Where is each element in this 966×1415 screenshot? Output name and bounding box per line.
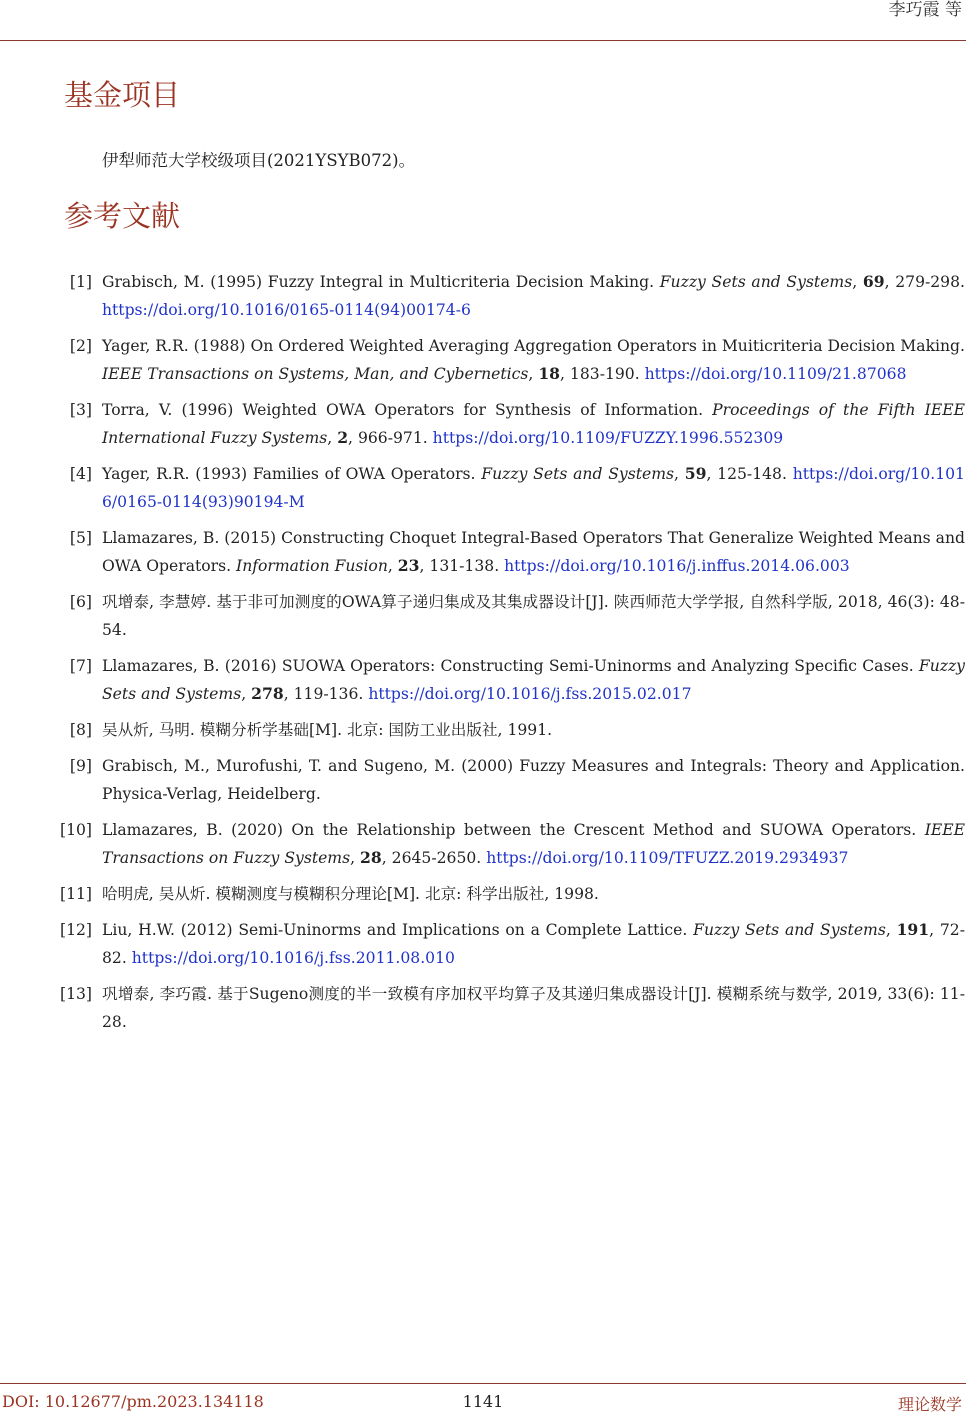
footer-doi: DOI: 10.12677/pm.2023.134118 [2,1392,264,1411]
reference-doi-link[interactable]: https://doi.org/10.1016/j.fss.2015.02.017 [368,685,692,703]
reference-item [59,980,965,1036]
reference-doi-link[interactable]: https://doi.org/10.1016/0165-0114(93)90194-M [102,465,965,511]
reference-number: [13] [59,985,92,1003]
reference-separator: , [241,685,252,703]
reference-item [64,396,965,452]
reference-separator: , [350,849,361,867]
reference-item [64,268,965,324]
reference-number: [7] [69,657,92,675]
reference-number: [9] [69,757,92,775]
reference-item [64,716,965,744]
reference-number: [10] [59,821,92,839]
reference-doi-link[interactable]: https://doi.org/10.1109/TFUZZ.2019.2934937 [486,849,849,867]
reference-authors: Llamazares, B. (2015) Constructing Choquet Integral-Based Operators That Generalize Weighted Means and OWA Operators. [102,529,965,575]
reference-authors: Torra, V. (1996) Weighted OWA Operators for Synthesis of Information. [102,401,713,419]
reference-item [64,752,965,808]
reference-authors: 吴从炘, 马明. 模糊分析学基础[M]. 北京: 国防工业出版社, 1991. [102,721,553,739]
reference-number: [8] [69,721,92,739]
reference-authors: Yager, R.R. (1988) On Ordered Weighted Averaging Aggregation Operators in Muiticriteria Decision Making. [102,337,965,355]
reference-number: [1] [69,273,92,291]
reference-authors: Grabisch, M., Murofushi, T. and Sugeno, M. (2000) Fuzzy Measures and Integrals: Theory and Application. Physica-Verlag, Heidelberg. [102,757,965,803]
footer-rule [0,1383,966,1384]
reference-number: [11] [59,885,92,903]
reference-item [59,816,965,872]
reference-journal: Fuzzy Sets and Systems [102,657,965,703]
footer-journal-name: 理论数学 [897,1395,962,1414]
reference-journal: Proceedings of the Fifth IEEE International Fuzzy Systems [102,401,965,447]
reference-separator: , [674,465,685,483]
reference-doi-link[interactable]: https://doi.org/10.1109/FUZZY.1996.552309 [432,429,784,447]
reference-authors: Liu, H.W. (2012) Semi-Uninorms and Implications on a Complete Lattice. [102,921,694,939]
reference-number: [6] [69,593,92,611]
reference-volume: 278 [251,684,284,703]
funding-title: 基金项目 [64,78,181,112]
reference-authors: 巩增泰, 李慧婷. 基于非可加测度的OWA算子递归集成及其集成器设计[J]. 陕西师范大学学报, 自然科学版, 2018, 46(3): 48-54. [102,593,965,639]
reference-journal: Fuzzy Sets and Systems [659,273,853,291]
funding-text: 伊犁师范大学校级项目(2021YSYB072)。 [102,151,416,170]
reference-number: [5] [69,529,92,547]
reference-pages: , 131-138. [419,557,505,575]
reference-pages: , 966-971. [348,429,433,447]
reference-volume: 59 [684,464,707,483]
reference-volume: 69 [862,272,885,291]
reference-volume: 28 [360,848,382,867]
reference-authors: 巩增泰, 李巧霞. 基于Sugeno测度的半一致模有序加权平均算子及其递归集成器设计[J]. 模糊系统与数学, 2019, 33(6): 11-28. [102,985,965,1031]
reference-separator: , [387,557,398,575]
reference-number: [12] [59,921,92,939]
reference-number: [4] [69,465,92,483]
reference-volume: 191 [896,920,930,939]
reference-doi-link[interactable]: https://doi.org/10.1109/21.87068 [644,365,907,383]
reference-pages: , 183-190. [560,365,645,383]
reference-authors: Grabisch, M. (1995) Fuzzy Integral in Multicriteria Decision Making. [102,273,660,291]
reference-authors: Yager, R.R. (1993) Families of OWA Operators. [102,465,482,483]
reference-separator: , [327,429,338,447]
reference-item [64,524,965,580]
reference-journal: Fuzzy Sets and Systems [481,465,674,483]
reference-number: [3] [69,401,92,419]
reference-pages: , 72-82. [102,921,965,967]
reference-doi-link[interactable]: https://doi.org/10.1016/0165-0114(94)00174-6 [102,301,471,319]
reference-item [59,880,965,908]
reference-pages: , 119-136. [283,685,369,703]
reference-separator: , [885,921,897,939]
reference-item [64,460,965,516]
reference-item [64,332,965,388]
references-list [59,268,965,1044]
reference-separator: , [852,273,863,291]
reference-volume: 23 [397,556,420,575]
reference-authors: Llamazares, B. (2016) SUOWA Operators: Constructing Semi-Uninorms and Analyzing Specific Cases. [102,657,919,675]
reference-volume: 18 [538,364,561,383]
reference-item [59,916,965,972]
reference-separator: , [528,365,539,383]
header-rule [0,40,966,41]
reference-item [64,588,965,644]
reference-item [64,652,965,708]
reference-journal: IEEE Transactions on Fuzzy Systems [102,821,965,867]
reference-authors: Llamazares, B. (2020) On the Relationship between the Crescent Method and SUOWA Operators. [102,821,925,839]
page-number: 1141 [462,1392,504,1411]
reference-journal: IEEE Transactions on Systems, Man, and Cybernetics [102,365,529,383]
reference-journal: Fuzzy Sets and Systems [693,921,886,939]
header-author: 李巧霞 等 [888,0,962,20]
reference-pages: , 125-148. [706,465,793,483]
reference-pages: , 279-298. [884,273,965,291]
reference-doi-link[interactable]: https://doi.org/10.1016/j.inffus.2014.06.003 [504,557,850,575]
reference-pages: , 2645-2650. [381,849,487,867]
reference-authors: 哈明虎, 吴从炘. 模糊测度与模糊积分理论[M]. 北京: 科学出版社, 1998. [102,885,599,903]
reference-number: [2] [69,337,92,355]
reference-volume: 2 [337,428,349,447]
reference-journal: Information Fusion [236,557,388,575]
reference-doi-link[interactable]: https://doi.org/10.1016/j.fss.2011.08.010 [131,949,455,967]
references-title: 参考文献 [64,199,181,233]
